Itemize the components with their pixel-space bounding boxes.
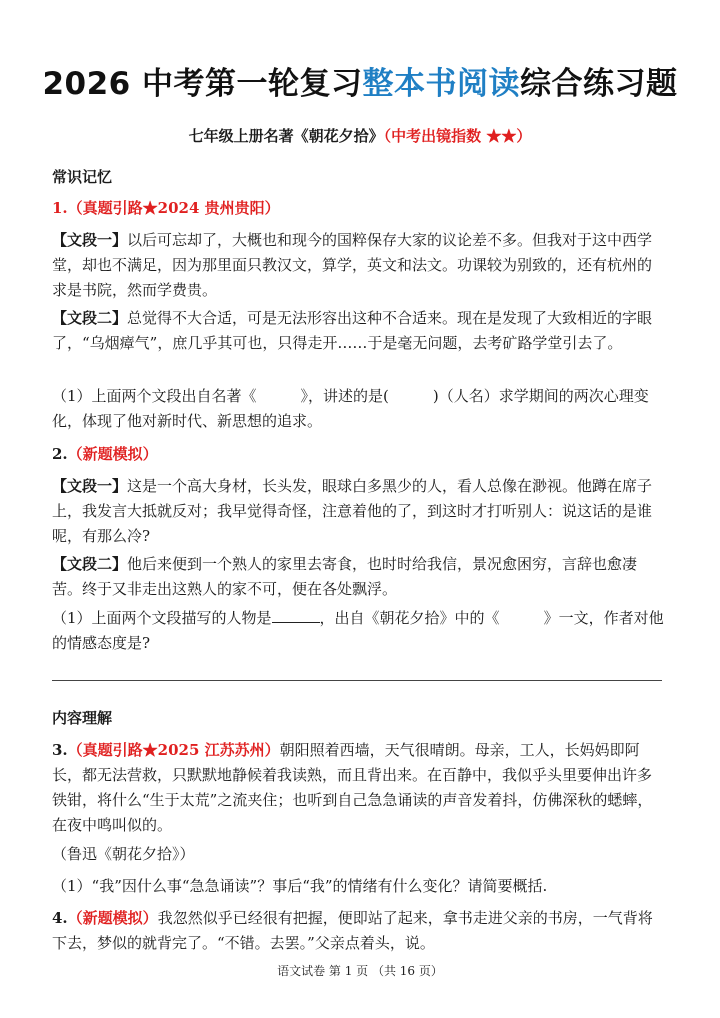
q2-blank-person[interactable] <box>272 608 320 623</box>
q3-passage <box>52 738 666 838</box>
q1-passage-2-text: 总觉得不大合适，可是无法形容出这种不合适来。现在是发现了大致相近的字眼了，“乌烟瘴气”，庶几乎其可也，只得走开……于是毫无问题，去考矿路学堂引去了。 <box>52 309 653 352</box>
subtitle-main: 七年级上册名著《朝花夕拾》 <box>188 127 384 145</box>
title-part-2: 整本书阅读 <box>362 66 521 102</box>
q2-sub-part-a: （1）上面两个文段描写的人物是 <box>52 609 272 627</box>
title-part-3: 综合练习题 <box>520 66 678 102</box>
q2-passage-2-text: 他后来便到一个熟人的家里去寄食，也时时给我信，景况愈困穷，言辞也愈凄苦。终于又非走出这熟人的家不可，便在各处飘浮。 <box>52 555 638 598</box>
q2-passage-2 <box>52 552 666 602</box>
q2-passage-1 <box>52 474 666 549</box>
q3-text: 朝阳照着西墙，天气很晴朗。母亲，工人，长妈妈即阿长，都无法营救，只默默地静候着我读熟，而且背出来。在百静中，我似乎头里要伸出许多铁钳，将什么“生于太荒”之流夹住；也听到自己急急诵读的声音发着抖，仿佛深秋的蟋蟀，在夜中鸣叫似的。 <box>52 741 653 834</box>
answer-line[interactable] <box>52 680 662 681</box>
q2-passage-1-tag: 【文段一】 <box>52 477 128 495</box>
q4-number: 4. <box>52 909 68 927</box>
q1-passage-1-tag: 【文段一】 <box>52 231 128 249</box>
q1-sub-part-a: （1）上面两个文段出自名著《 <box>52 387 257 405</box>
q2-subquestion <box>52 606 666 656</box>
q1-sub-part-b: 》，讲述的是( <box>300 387 389 405</box>
q3-number: 3. <box>52 741 68 759</box>
q2-sub-part-b: ，出自《朝花夕拾》中的《 <box>319 609 500 627</box>
q1-passage-2 <box>52 306 666 356</box>
title-part-1: 2026 中考第一轮复习 <box>42 66 363 102</box>
q2-passage-1-text: 这是一个高大身材，长头发，眼球白多黑少的人，看人总像在渺视。他蹲在席子上，我发言大抵就反对；我早觉得奇怪，注意着他的了，到这时才打听别人：说这话的是谁呢，有那么冷? <box>52 477 653 545</box>
q1-sub-part-c: )（人名）求学期间的两次心理变化，体现了他对新时代、新思想的追求。 <box>52 387 649 430</box>
subtitle <box>0 125 720 146</box>
subtitle-tag: （中考出镜指数 ★★） <box>383 127 532 145</box>
q3-subquestion: （1）“我”因什么事“急急诵读”？事后“我”的情绪有什么变化？请简要概括. <box>52 877 548 895</box>
q2-tag: （新题模拟） <box>67 445 158 463</box>
q2-number: 2. <box>52 445 68 463</box>
q4-tag: （新题模拟） <box>67 909 158 927</box>
q2-label <box>52 442 666 467</box>
q3-tag: （真题引路★2025 江苏苏州） <box>67 741 280 759</box>
q1-passage-1-text: 以后可忘却了，大概也和现今的国粹保存大家的议论差不多。但我对于这中西学堂，却也不满足，因为那里面只教汉文，算学，英文和法文。功课较为别致的，还有杭州的求是书院，然而学费贵。 <box>52 231 653 299</box>
q2-sub-part-c: 》一文，作者对他的情感态度是? <box>52 609 664 652</box>
q1-subquestion <box>52 384 666 434</box>
page-title <box>0 58 720 103</box>
q4-passage <box>52 906 666 956</box>
q1-label <box>52 196 666 221</box>
section-heading-1: 常识记忆 <box>52 168 113 186</box>
q3-source: （鲁迅《朝花夕拾》） <box>52 845 195 863</box>
q1-passage-1 <box>52 228 666 303</box>
section-heading-2: 内容理解 <box>52 709 113 727</box>
q4-text: 我忽然似乎已经很有把握，便即站了起来，拿书走进父亲的书房，一气背将下去，梦似的就背完了。“不错。去罢。”父亲点着头，说。 <box>52 909 653 952</box>
page-footer: 语文试卷 第 1 页 （共 16 页） <box>277 964 443 978</box>
q1-label-text: 1.（真题引路★2024 贵州贵阳） <box>52 199 280 217</box>
q2-passage-2-tag: 【文段二】 <box>52 555 128 573</box>
q1-passage-2-tag: 【文段二】 <box>52 309 128 327</box>
